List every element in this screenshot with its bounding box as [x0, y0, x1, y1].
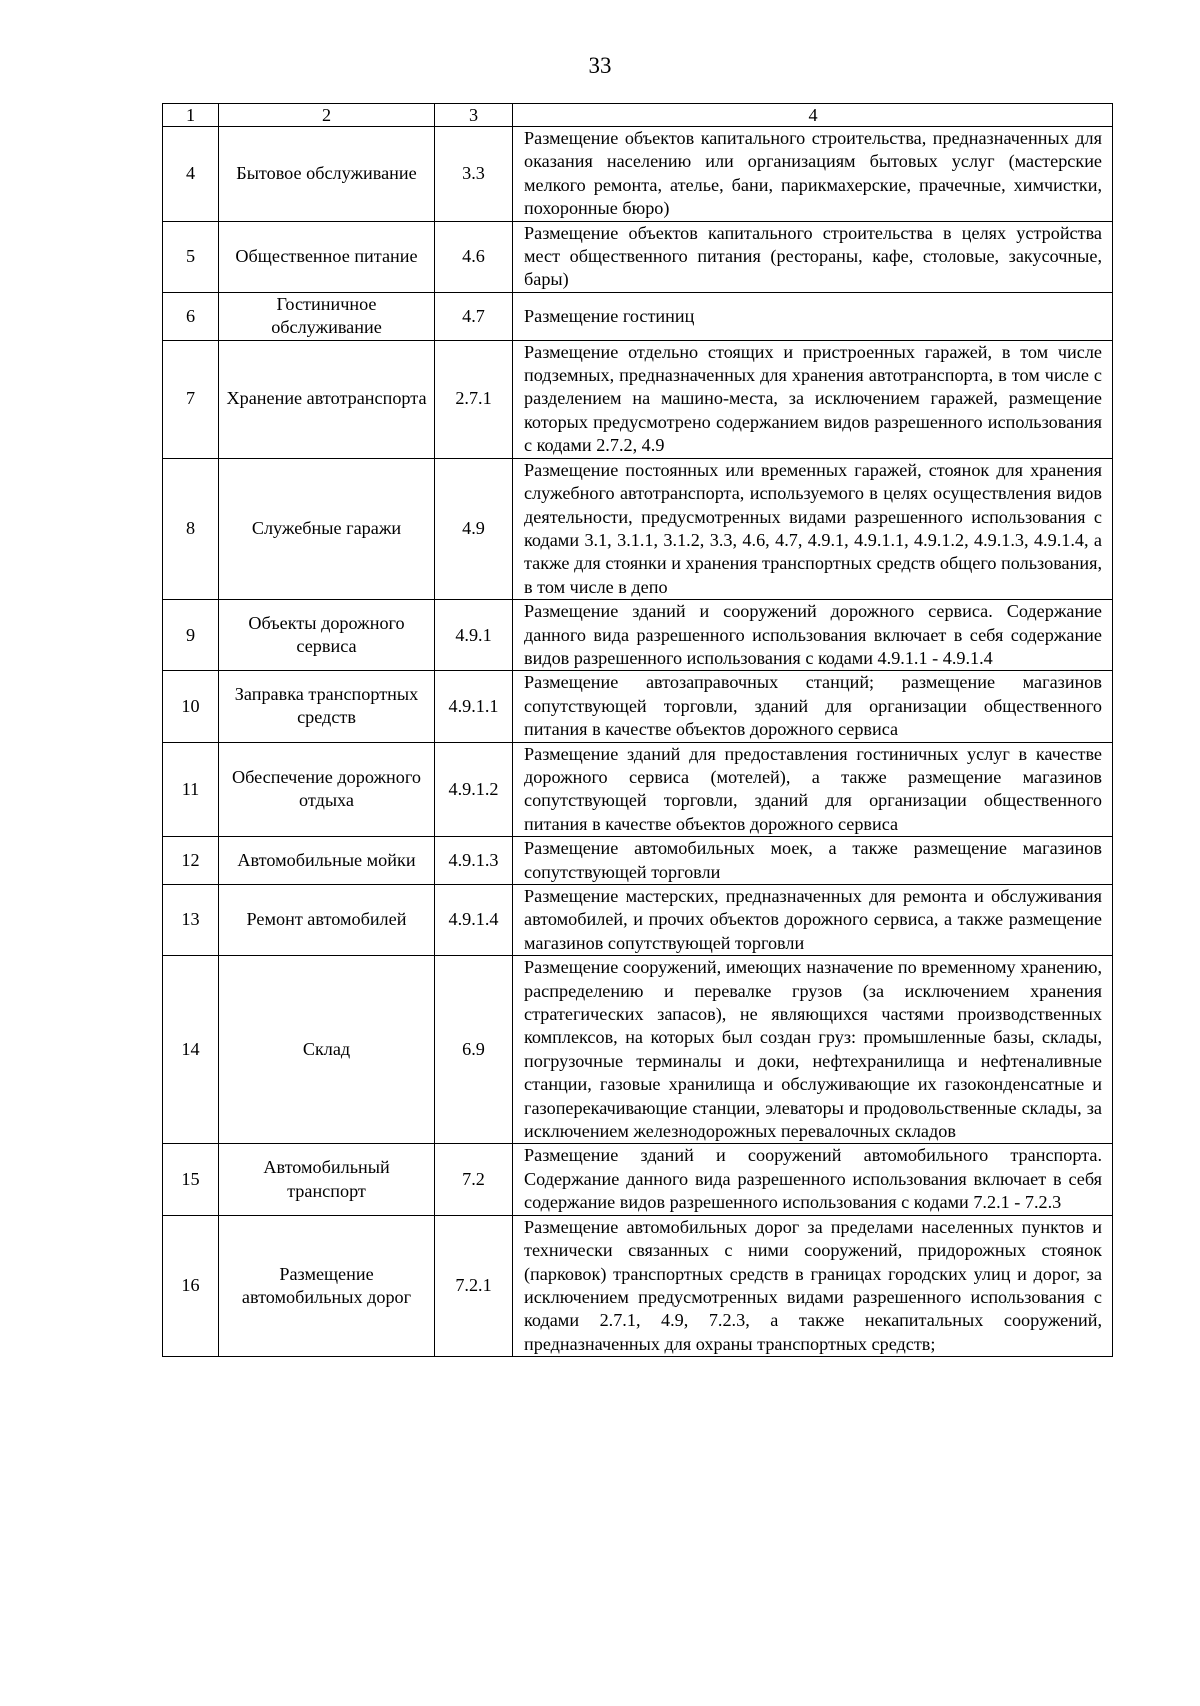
row-use-description: Размещение отдельно стоящих и пристроенных гаражей, в том числе подземных, предназначенных для хранения автотранспорта, в том числе с разделением на машино-места, за исключением гаражей, размещение которых предусмотрено содержанием видов разрешенного использования с кодами 2.7.2, 4.9: [513, 340, 1113, 458]
row-use-description: Размещение сооружений, имеющих назначение по временному хранению, распределению и перевалке грузов (за исключением хранения стратегических запасов), не являющихся частями производственных комплексов, на которых был создан груз: промышленные базы, склады, погрузочные терминалы и доки, нефтехранилища и нефтеналивные станции, газовые хранилища и обслуживающие их газоконденсатные и газоперекачивающие станции, элеваторы и продовольственные склады, за исключением железнодорожных перевалочных складов: [513, 956, 1113, 1144]
table-row: [163, 1215, 1113, 1356]
row-use-code: 2.7.1: [435, 340, 513, 458]
row-use-name: Склад: [219, 956, 435, 1144]
table-row: [163, 885, 1113, 956]
row-use-code: 4.9: [435, 458, 513, 599]
row-use-name: Гостиничное обслуживание: [219, 292, 435, 340]
row-number: 7: [163, 340, 219, 458]
row-number: 14: [163, 956, 219, 1144]
row-number: 12: [163, 837, 219, 885]
table-row: [163, 600, 1113, 671]
column-header-4: 4: [513, 104, 1113, 127]
row-use-code: 6.9: [435, 956, 513, 1144]
row-use-description: Размещение зданий для предоставления гостиничных услуг в качестве дорожного сервиса (мотелей), а также размещение магазинов сопутствующей торговли, зданий для организации общественного питания в качестве объектов дорожного сервиса: [513, 742, 1113, 837]
table-row: [163, 458, 1113, 599]
row-use-code: 4.9.1.2: [435, 742, 513, 837]
table-row: [163, 956, 1113, 1144]
column-header-2: 2: [219, 104, 435, 127]
row-use-code: 4.7: [435, 292, 513, 340]
row-use-code: 4.9.1.4: [435, 885, 513, 956]
row-use-name: Общественное питание: [219, 221, 435, 292]
row-number: 6: [163, 292, 219, 340]
row-use-code: 4.9.1.3: [435, 837, 513, 885]
table-row: [163, 742, 1113, 837]
row-use-code: 7.2: [435, 1144, 513, 1215]
row-number: 8: [163, 458, 219, 599]
row-use-name: Служебные гаражи: [219, 458, 435, 599]
table-row: [163, 221, 1113, 292]
row-use-description: Размещение зданий и сооружений автомобильного транспорта. Содержание данного вида разрешенного использования включает в себя содержание видов разрешенного использования с кодами 7.2.1 - 7.2.3: [513, 1144, 1113, 1215]
row-use-code: 7.2.1: [435, 1215, 513, 1356]
row-number: 10: [163, 671, 219, 742]
row-use-code: 3.3: [435, 127, 513, 222]
column-header-1: 1: [163, 104, 219, 127]
row-use-description: Размещение гостиниц: [513, 292, 1113, 340]
row-use-description: Размещение мастерских, предназначенных для ремонта и обслуживания автомобилей, и прочих объектов дорожного сервиса, а также размещение магазинов сопутствующей торговли: [513, 885, 1113, 956]
row-number: 9: [163, 600, 219, 671]
row-use-name: Хранение автотранспорта: [219, 340, 435, 458]
row-use-description: Размещение постоянных или временных гаражей, стоянок для хранения служебного автотранспорта, используемого в целях осуществления видов деятельности, предусмотренных видами разрешенного использования с кодами 3.1, 3.1.1, 3.1.2, 3.3, 4.6, 4.7, 4.9.1, 4.9.1.1, 4.9.1.2, 4.9.1.3, 4.9.1.4, а также для стоянки и хранения транспортных средств общего пользования, в том числе в депо: [513, 458, 1113, 599]
row-use-name: Заправка транспортных средств: [219, 671, 435, 742]
table-row: [163, 292, 1113, 340]
row-use-name: Бытовое обслуживание: [219, 127, 435, 222]
row-use-name: Размещение автомобильных дорог: [219, 1215, 435, 1356]
row-use-code: 4.6: [435, 221, 513, 292]
row-number: 4: [163, 127, 219, 222]
row-use-name: Объекты дорожного сервиса: [219, 600, 435, 671]
row-use-name: Обеспечение дорожного отдыха: [219, 742, 435, 837]
table-row: [163, 837, 1113, 885]
row-use-name: Ремонт автомобилей: [219, 885, 435, 956]
row-number: 11: [163, 742, 219, 837]
row-use-code: 4.9.1: [435, 600, 513, 671]
row-use-name: Автомобильный транспорт: [219, 1144, 435, 1215]
row-number: 5: [163, 221, 219, 292]
row-use-description: Размещение объектов капитального строительства, предназначенных для оказания населению или организациям бытовых услуг (мастерские мелкого ремонта, ателье, бани, парикмахерские, прачечные, химчистки, похоронные бюро): [513, 127, 1113, 222]
column-header-3: 3: [435, 104, 513, 127]
table-row: [163, 127, 1113, 222]
table-row: [163, 671, 1113, 742]
row-use-description: Размещение объектов капитального строительства в целях устройства мест общественного питания (рестораны, кафе, столовые, закусочные, бары): [513, 221, 1113, 292]
row-use-description: Размещение зданий и сооружений дорожного сервиса. Содержание данного вида разрешенного использования включает в себя содержание видов разрешенного использования с кодами 4.9.1.1 - 4.9.1.4: [513, 600, 1113, 671]
row-use-code: 4.9.1.1: [435, 671, 513, 742]
page-number: 33: [588, 53, 612, 78]
table-row: [163, 1144, 1113, 1215]
row-use-description: Размещение автомобильных моек, а также размещение магазинов сопутствующей торговли: [513, 837, 1113, 885]
row-number: 13: [163, 885, 219, 956]
table-header-row: [163, 104, 1113, 127]
row-number: 16: [163, 1215, 219, 1356]
land-use-table: [162, 103, 1113, 1357]
row-use-description: Размещение автомобильных дорог за пределами населенных пунктов и технически связанных с ними сооружений, придорожных стоянок (парковок) транспортных средств в границах городских улиц и дорог, за исключением предусмотренных видами разрешенного использования с кодами 2.7.1, 4.9, 7.2.3, а также некапитальных сооружений, предназначенных для охраны транспортных средств;: [513, 1215, 1113, 1356]
row-use-description: Размещение автозаправочных станций; размещение магазинов сопутствующей торговли, зданий для организации общественного питания в качестве объектов дорожного сервиса: [513, 671, 1113, 742]
table-row: [163, 340, 1113, 458]
row-use-name: Автомобильные мойки: [219, 837, 435, 885]
row-number: 15: [163, 1144, 219, 1215]
